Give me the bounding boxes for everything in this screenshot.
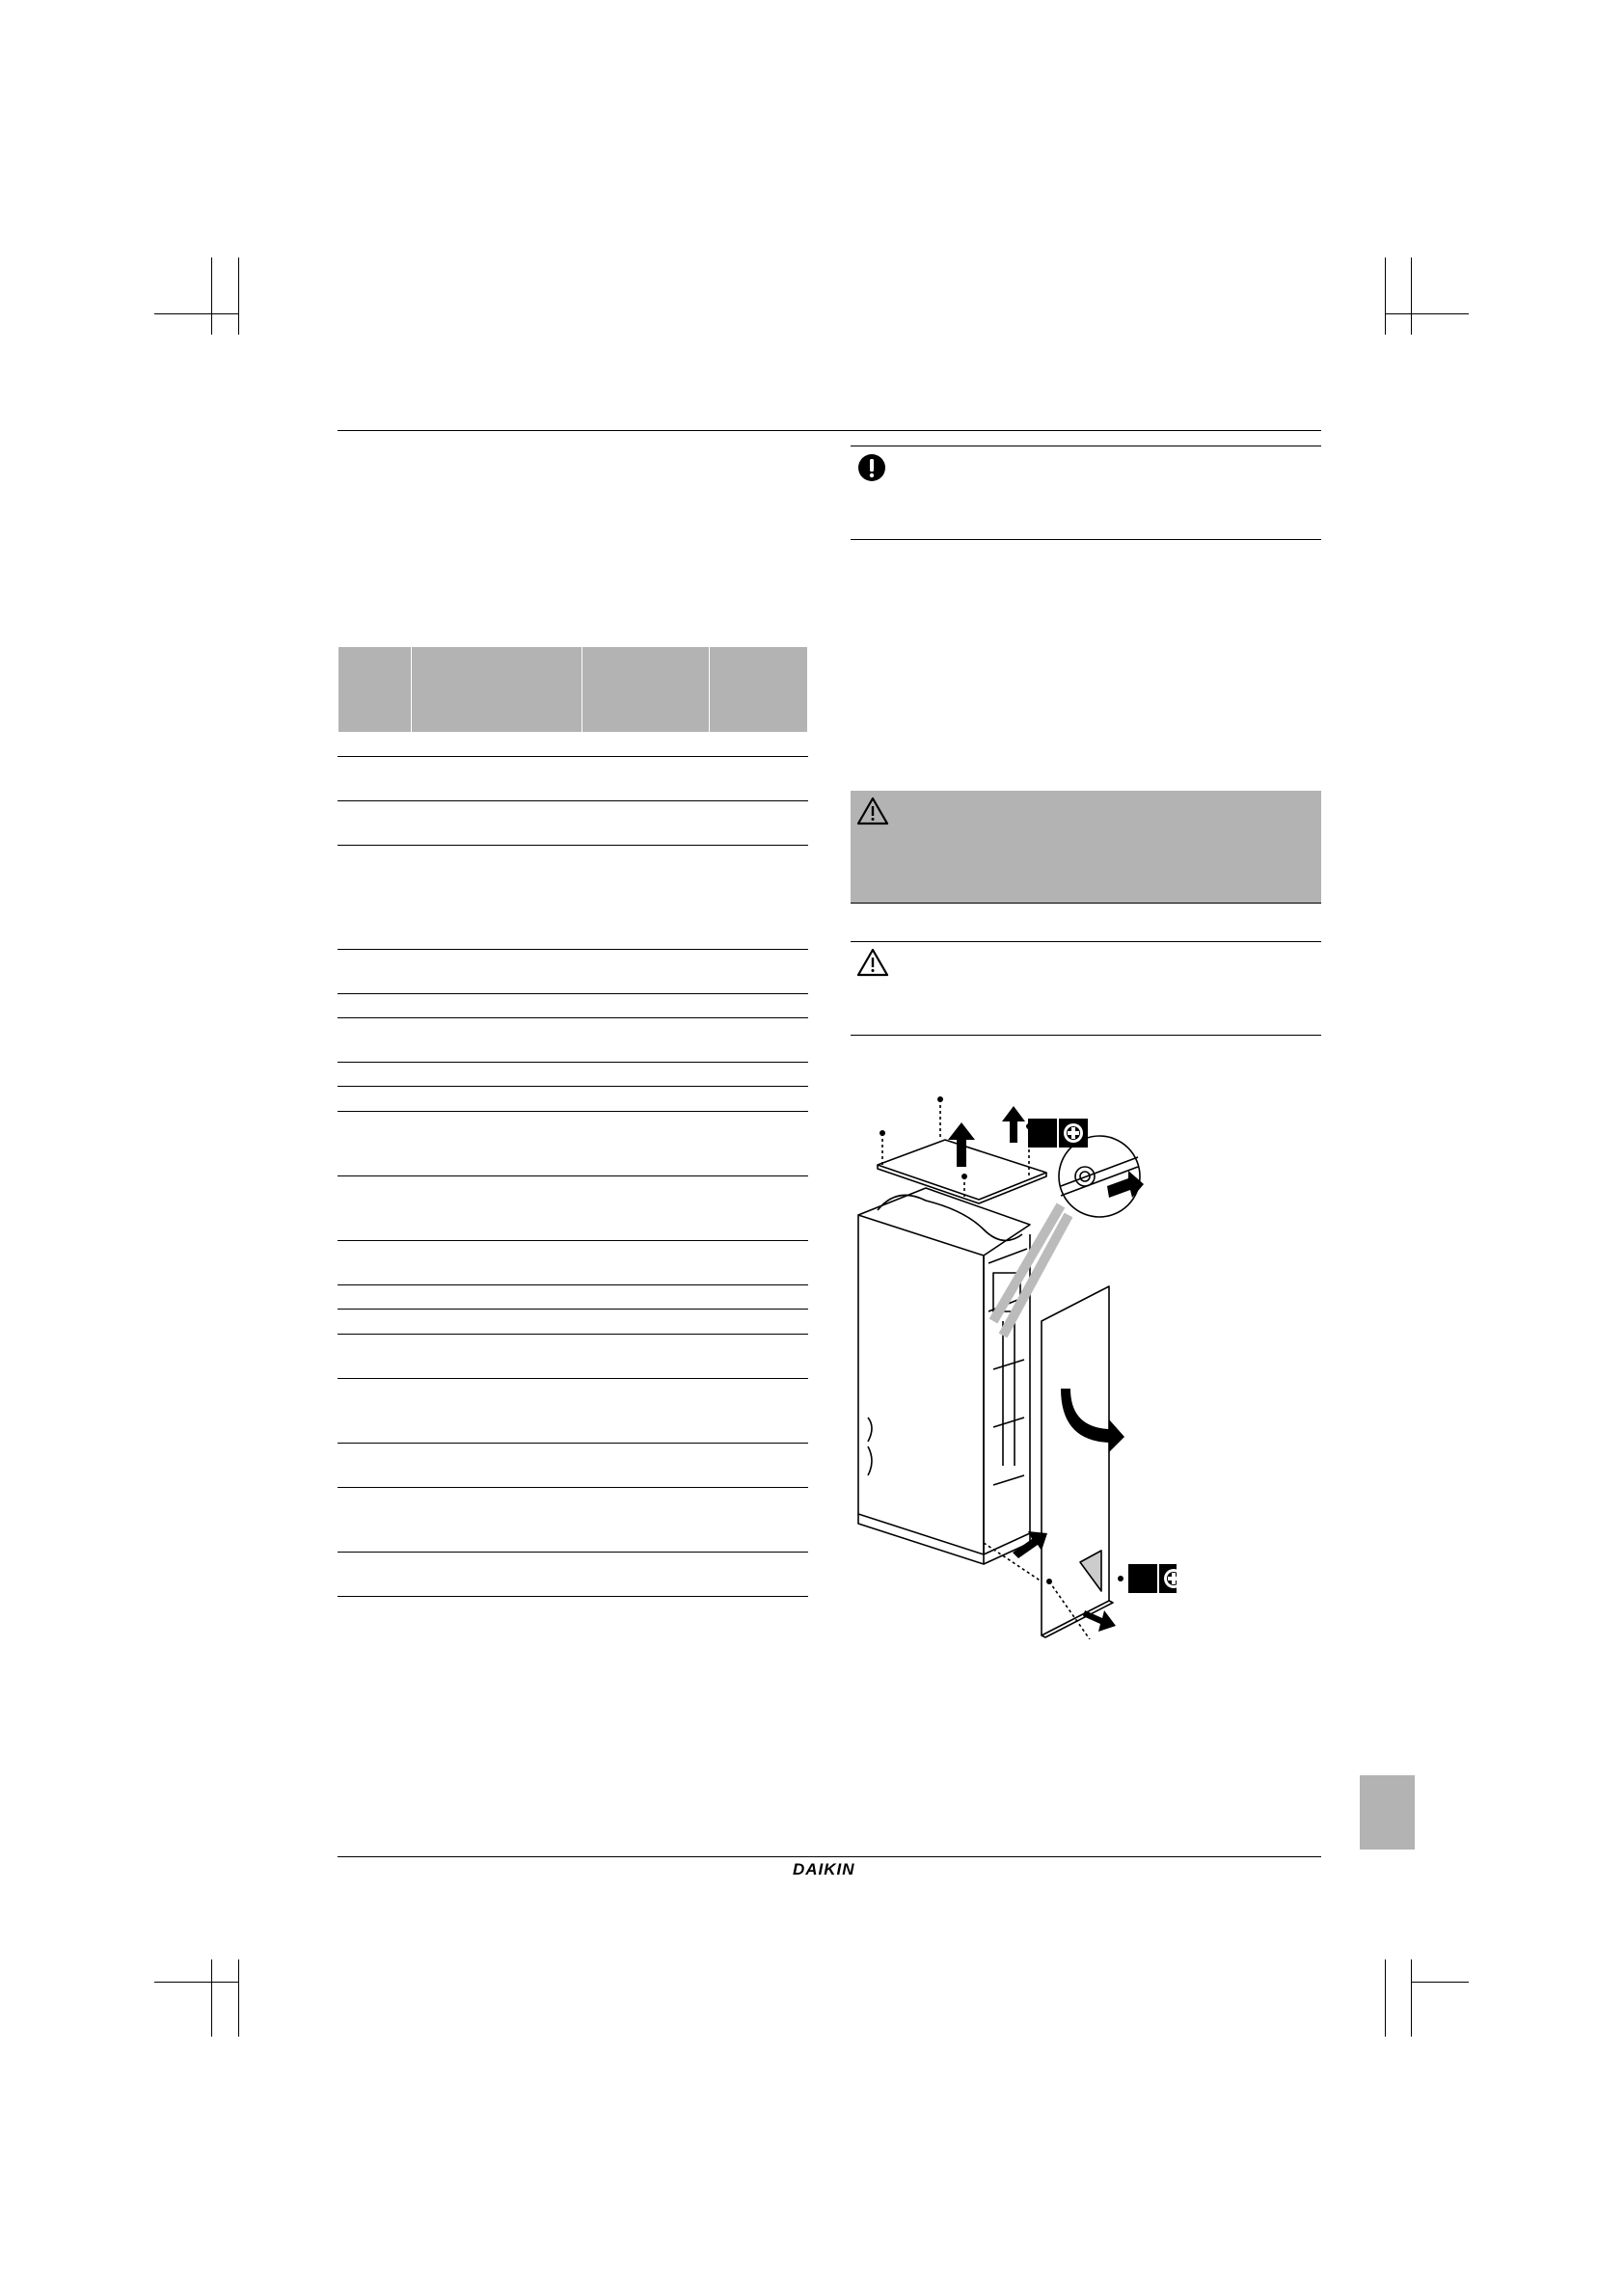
table-cell bbox=[412, 1488, 582, 1553]
table-cell bbox=[582, 1379, 710, 1444]
table-cell bbox=[338, 1335, 412, 1379]
table-section-cell bbox=[338, 1285, 808, 1310]
table-section-row bbox=[338, 733, 808, 757]
table-cell bbox=[412, 1310, 582, 1335]
table-cell bbox=[338, 1310, 412, 1335]
table-cell bbox=[338, 1553, 412, 1597]
table-row bbox=[338, 1488, 808, 1553]
header-rule bbox=[338, 430, 1321, 431]
table-cell bbox=[582, 801, 710, 846]
table-cell bbox=[710, 1335, 808, 1379]
table-header-cell bbox=[338, 647, 412, 733]
table-cell bbox=[338, 950, 412, 994]
table-cell bbox=[412, 1444, 582, 1488]
table-header-cell bbox=[710, 647, 808, 733]
table-row bbox=[338, 1379, 808, 1444]
table-row bbox=[338, 1087, 808, 1112]
table-header-cell bbox=[582, 647, 710, 733]
table-cell bbox=[582, 1444, 710, 1488]
table-cell bbox=[710, 1553, 808, 1597]
brand-logo: DAIKIN bbox=[793, 1860, 855, 1878]
table-cell bbox=[338, 1488, 412, 1553]
table-cell bbox=[710, 846, 808, 950]
table-row bbox=[338, 846, 808, 950]
table-cell bbox=[710, 757, 808, 801]
table-cell bbox=[338, 1087, 412, 1112]
table-cell bbox=[582, 1553, 710, 1597]
warning-box-caution bbox=[851, 941, 1321, 1036]
table-section-cell bbox=[338, 1063, 808, 1087]
table-cell bbox=[338, 1379, 412, 1444]
table-row bbox=[338, 1444, 808, 1488]
table-cell bbox=[710, 1087, 808, 1112]
table-section-row bbox=[338, 1285, 808, 1310]
table-section-cell bbox=[338, 994, 808, 1018]
table-row bbox=[338, 801, 808, 846]
table-cell bbox=[582, 757, 710, 801]
table-cell bbox=[710, 950, 808, 994]
table-cell bbox=[338, 1112, 412, 1176]
table-cell bbox=[338, 1176, 412, 1241]
table-cell bbox=[710, 1176, 808, 1241]
notice-box bbox=[851, 446, 1321, 540]
table-cell bbox=[582, 1018, 710, 1063]
table-cell bbox=[710, 1488, 808, 1553]
unit-panel-removal-illustration bbox=[849, 1080, 1177, 1639]
table-cell bbox=[710, 1444, 808, 1488]
table-cell bbox=[582, 846, 710, 950]
table-cell bbox=[338, 757, 412, 801]
table-cell bbox=[412, 1087, 582, 1112]
spec-table bbox=[338, 646, 808, 1597]
table-cell bbox=[582, 950, 710, 994]
table-cell bbox=[582, 1087, 710, 1112]
table-cell bbox=[338, 801, 412, 846]
warning-triangle-icon bbox=[856, 797, 889, 825]
table-cell bbox=[710, 1112, 808, 1176]
table-header-cell bbox=[412, 647, 582, 733]
table-cell bbox=[412, 846, 582, 950]
table-cell bbox=[582, 1335, 710, 1379]
table-cell bbox=[710, 801, 808, 846]
table-cell bbox=[710, 1241, 808, 1285]
table-cell bbox=[412, 950, 582, 994]
table-cell bbox=[412, 1335, 582, 1379]
table-row bbox=[338, 1310, 808, 1335]
warning-triangle-icon bbox=[856, 948, 889, 977]
table-cell bbox=[582, 1488, 710, 1553]
warning-box-danger bbox=[851, 791, 1321, 904]
chapter-tab-marker bbox=[1360, 1775, 1415, 1850]
table-cell bbox=[412, 1176, 582, 1241]
table-cell bbox=[412, 1553, 582, 1597]
table-cell bbox=[412, 1379, 582, 1444]
table-cell bbox=[710, 1310, 808, 1335]
table-cell bbox=[582, 1112, 710, 1176]
table-header-row bbox=[338, 647, 808, 733]
table-cell bbox=[338, 1018, 412, 1063]
table-cell bbox=[582, 1310, 710, 1335]
table-row bbox=[338, 1176, 808, 1241]
table-cell bbox=[412, 801, 582, 846]
phillips-screwdriver-icon bbox=[1028, 1119, 1088, 1148]
table-section-cell bbox=[338, 733, 808, 757]
table-row bbox=[338, 1553, 808, 1597]
table-cell bbox=[412, 1112, 582, 1176]
table-cell bbox=[582, 1241, 710, 1285]
table-row bbox=[338, 757, 808, 801]
exclamation-circle-icon bbox=[856, 452, 887, 483]
table-cell bbox=[412, 1241, 582, 1285]
table-section-row bbox=[338, 994, 808, 1018]
table-section-row bbox=[338, 1063, 808, 1087]
table-cell bbox=[338, 846, 412, 950]
table-row bbox=[338, 1018, 808, 1063]
table-cell bbox=[710, 1018, 808, 1063]
table-cell bbox=[710, 1379, 808, 1444]
table-cell bbox=[412, 1018, 582, 1063]
phillips-screwdriver-icon bbox=[1128, 1564, 1177, 1593]
table-cell bbox=[338, 1241, 412, 1285]
table-body bbox=[338, 733, 808, 1597]
table-row bbox=[338, 1241, 808, 1285]
table-cell bbox=[338, 1444, 412, 1488]
table-row bbox=[338, 1112, 808, 1176]
table-cell bbox=[412, 757, 582, 801]
footer-rule bbox=[338, 1856, 1321, 1857]
table-row bbox=[338, 1335, 808, 1379]
table-cell bbox=[582, 1176, 710, 1241]
table-row bbox=[338, 950, 808, 994]
